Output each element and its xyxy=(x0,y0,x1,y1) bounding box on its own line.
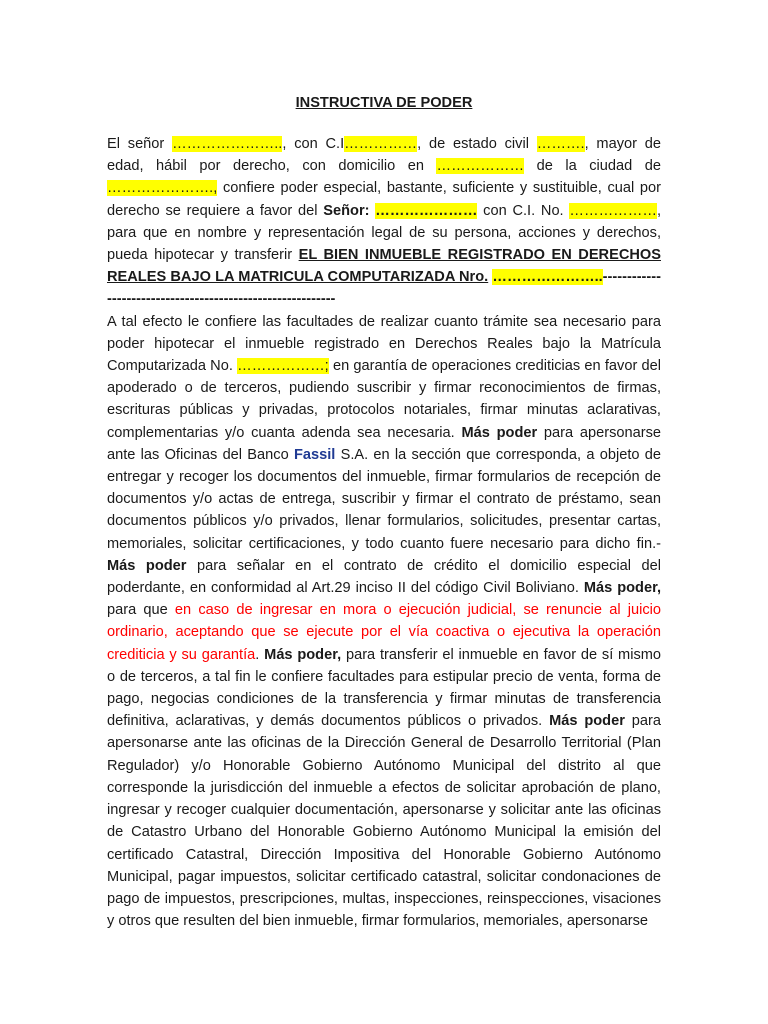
blank-address: ……………… xyxy=(436,158,525,175)
text: para apersonarse ante las oficinas de la Dirección General de Desarrollo Territorial (Plan Regulador) y/o Honorable Gobierno Autónomo Municipal del distrito al que corresponde la jurisdicción del inmueble a efectos de solicitar aprobación de plano, ingresar y recoger cualquier documentación, apersonarse y solicitar ante las oficinas de Catastro Urbano del Honorable Gobierno Autónomo Municipal la emisión del certificado Catastral, Dirección Impositiva del Honorable Gobierno Autónomo Municipal, pagar impuestos, solicitar certificado catastral, solicitar condonaciones de pago de impuestos, prescripciones, multas, inspecciones, reinspecciones, visaciones y otros que resulten del bien inmueble, firmar formularios, memoriales, apersonarse xyxy=(107,713,662,930)
paragraph-appointment xyxy=(107,133,661,311)
blank-attorney-name: ………………… xyxy=(375,202,478,219)
bold-mas-poder: Más poder, xyxy=(583,580,661,597)
blank-grantor-name: ………………….. xyxy=(172,136,283,152)
text: , mayor de edad, hábil por derecho, con domicilio en xyxy=(107,136,661,175)
text: , para que en nombre y representación legal de su persona, acciones y derechos, pueda hipotecar y transferir xyxy=(107,202,661,264)
text: para que xyxy=(107,602,175,619)
text: de la ciudad de xyxy=(524,158,661,175)
blank-civil-status: ………. xyxy=(536,136,585,152)
blank-registration-number: ………………….. xyxy=(492,269,603,286)
text: A tal efecto le confiere las facultades de realizar cuanto trámite sea necesario para poder hipotecar el inmueble registrado en Derechos Reales bajo la Matrícula Computarizada No. xyxy=(107,313,661,375)
blank-attorney-ci: ……………… xyxy=(569,202,657,219)
property-heading: EL BIEN INMUEBLE REGISTRADO EN DERECHOS REALES BAJO LA MATRICULA COMPUTARIZADA Nro. xyxy=(107,247,661,286)
dash-filler: ----------------------------------------------------------- xyxy=(107,269,661,308)
bold-mas-poder: Más poder xyxy=(549,713,625,730)
text: , con C.I xyxy=(282,136,345,152)
blank-city: …………………., xyxy=(107,180,218,197)
text: S.A. en la sección que corresponda, a objeto de entregar y recoger los documentos del inmueble, firmar formularios de recepción de documentos y/o actas de entrega, suscribir y firmar el contrato de préstamo, sean documentos públicos y/o privados, llenar formularios, solicitudes, presentar cartas, memoriales, solicitar certificaciones, y todo cuanto fuere necesario para dicho fin.- xyxy=(107,446,661,552)
bold-mas-poder: Más poder, xyxy=(264,646,342,663)
text: . xyxy=(255,646,265,663)
text: con C.I. No. xyxy=(477,202,570,219)
bold-mas-poder: Más poder xyxy=(107,557,187,574)
bold-mas-poder: Más poder xyxy=(461,424,538,441)
text: para transferir el inmueble en favor de sí mismo o de terceros, a tal fin le confiere facultades para estipular precio de venta, forma de pago, negocias condiciones de la transferencia y firmar minutas de transferencia definitiva, aclarativas, y demás documentos públicos o privados. xyxy=(107,646,662,730)
paragraph-powers xyxy=(107,311,661,933)
document-page xyxy=(107,88,661,932)
text: para señalar en el contrato de crédito el domicilio especial del poderdante, en conformidad al Art.29 inciso II del código Civil Boliviano. xyxy=(107,557,661,597)
text: en garantía de operaciones crediticias en favor del apoderado o de terceros, pudiendo suscribir y firmar reconocimientos de firmas, escrituras públicas y privadas, protocolos notariales, firmar minutas aclarativas, complementarias y/o cuanta adenda sea necesaria. xyxy=(107,358,661,441)
bank-name: Fassil xyxy=(293,446,336,463)
text: El señor xyxy=(107,136,173,152)
red-clause-foreclosure: en caso de ingresar en mora o ejecución judicial, se renuncie al juicio ordinario, aceptando que se ejecute por el vía coactiva o ejecutiva la operación crediticia y su garantía xyxy=(107,602,662,663)
text: , de estado civil xyxy=(417,136,537,152)
blank-grantor-ci: …………… xyxy=(344,136,418,152)
text: confiere poder especial, bastante, suficiente y sustituible, cual por derecho se requiere a favor del xyxy=(107,180,661,219)
document-title: INSTRUCTIVA DE PODER xyxy=(295,95,473,111)
text: para apersonarse ante las Oficinas del Banco xyxy=(107,424,662,463)
blank-matricula-number: ………………; xyxy=(237,358,329,375)
bold-label-senor: Señor: xyxy=(323,202,370,219)
